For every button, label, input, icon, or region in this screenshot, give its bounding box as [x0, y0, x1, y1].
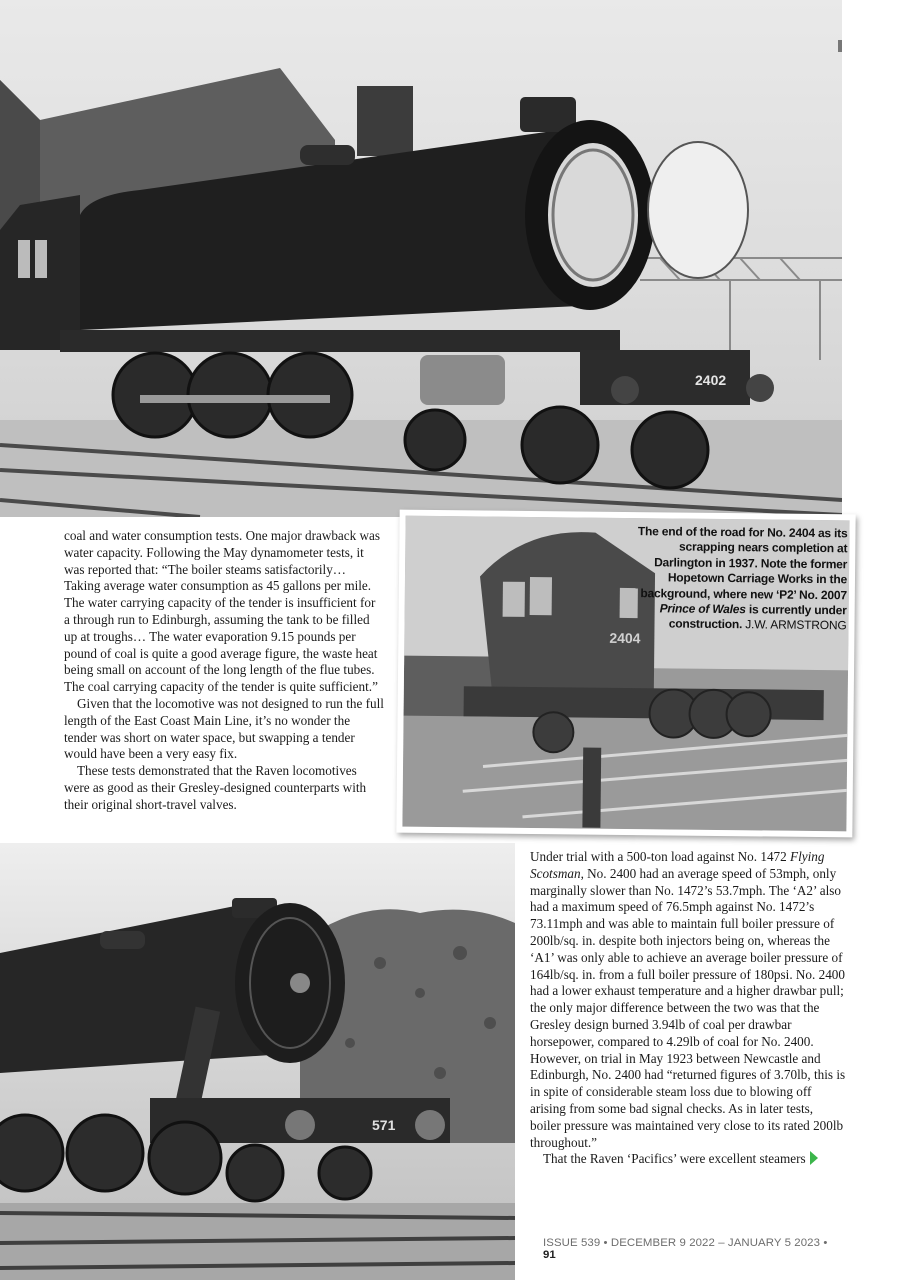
inset-loco-number: 2404 — [609, 629, 641, 647]
bottom-locomotive-photo — [0, 843, 515, 1280]
top-photo-illustration — [0, 0, 842, 517]
caption-text-end: is currently under construction. — [668, 602, 847, 632]
bottom-loco-number: 571 — [372, 1117, 396, 1133]
paragraph-text: , No. 2400 had an average speed of 53mph, only marginally slower than No. 1472’s 53.7mph. The ‘A2’ also had a maximum speed of 76.5mph against No. 1472’s 73.11mph and was able to maintain full boiler pressure of 200lb/sq. in. despite both injectors being on, whereas the ‘A1’ was only able to achieve an average boiler pressure of 164lb/sq. in. from a full boiler pressure of 180psi. No. 2400 had a lower exhaust temperature and a higher drawbar pull; the only major difference between the two was that the Gresley design burned 3.94lb of coal per drawbar horsepower, compared to 4.29lb of coal for No. 2400. However, on trial in May 1923 between Newcastle and Edinburgh, No. 2400 had “returned figures of 3.70lb, this is in spite of considerable steam loss due to blowing off arising from some bad signal checks. As in later tests, boiler pressure was maintained very close to its rated 200lb throughout.” — [530, 865, 846, 1150]
page-footer — [543, 1237, 843, 1261]
top-locomotive-photo — [0, 0, 842, 517]
top-loco-number: 2402 — [695, 372, 727, 388]
inset-scrapping-photo — [396, 510, 855, 838]
photo-caption — [626, 524, 847, 634]
right-text-column — [530, 849, 846, 1168]
issue-info: ISSUE 539 • DECEMBER 9 2022 – JANUARY 5 2023 • — [543, 1237, 828, 1249]
locomotive-name: Flying Scotsman — [530, 849, 825, 881]
paragraph: These tests demonstrated that the Raven locomotives were as good as their Gresley-designed counterparts with their original short-travel valves. — [64, 763, 367, 812]
caption-locomotive-name: Prince of Wales — [659, 601, 746, 617]
page-number: 91 — [543, 1249, 556, 1261]
paragraph: coal and water consumption tests. One major drawback was water capacity. Following the May dynamometer tests, it was reported that: “The boiler steams satisfactorily… Taking average water consumption as 45 gallons per mile. The water carrying capacity of the tender is insufficient for a through run to Edinburgh, assuming the tank to be filled up at troughs… The water evaporation 9.15 pounds per pound of coal is quite a good average figure, the waste heat being small on account of the long length of the flue tubes. The coal carrying capacity of the tender is quite sufficient.” — [64, 528, 381, 695]
paragraph — [530, 1151, 846, 1168]
bottom-photo-illustration — [0, 843, 515, 1280]
left-text-column — [64, 528, 384, 814]
photo-credit: J.W. ARMSTRONG — [745, 617, 847, 633]
paragraph-text: Under trial with a 500-ton load against No. 1472 — [530, 849, 791, 864]
paragraph-text: That the Raven ‘Pacifics’ were excellent steamers — [543, 1151, 806, 1167]
continue-arrow-icon — [810, 1151, 818, 1165]
paragraph: Given that the locomotive was not designed to run the full length of the East Coast Main Line, it’s no wonder the tender was short on water space, but swapping a tender would have been a very easy fix. — [64, 695, 384, 762]
caption-text: The end of the road for No. 2404 as its scrapping nears completion at Darlington in 1937. Note the former Hopetown Carriage Works in the background, where new ‘P2’ No. 2007 — [637, 524, 848, 602]
paragraph — [530, 849, 846, 1151]
